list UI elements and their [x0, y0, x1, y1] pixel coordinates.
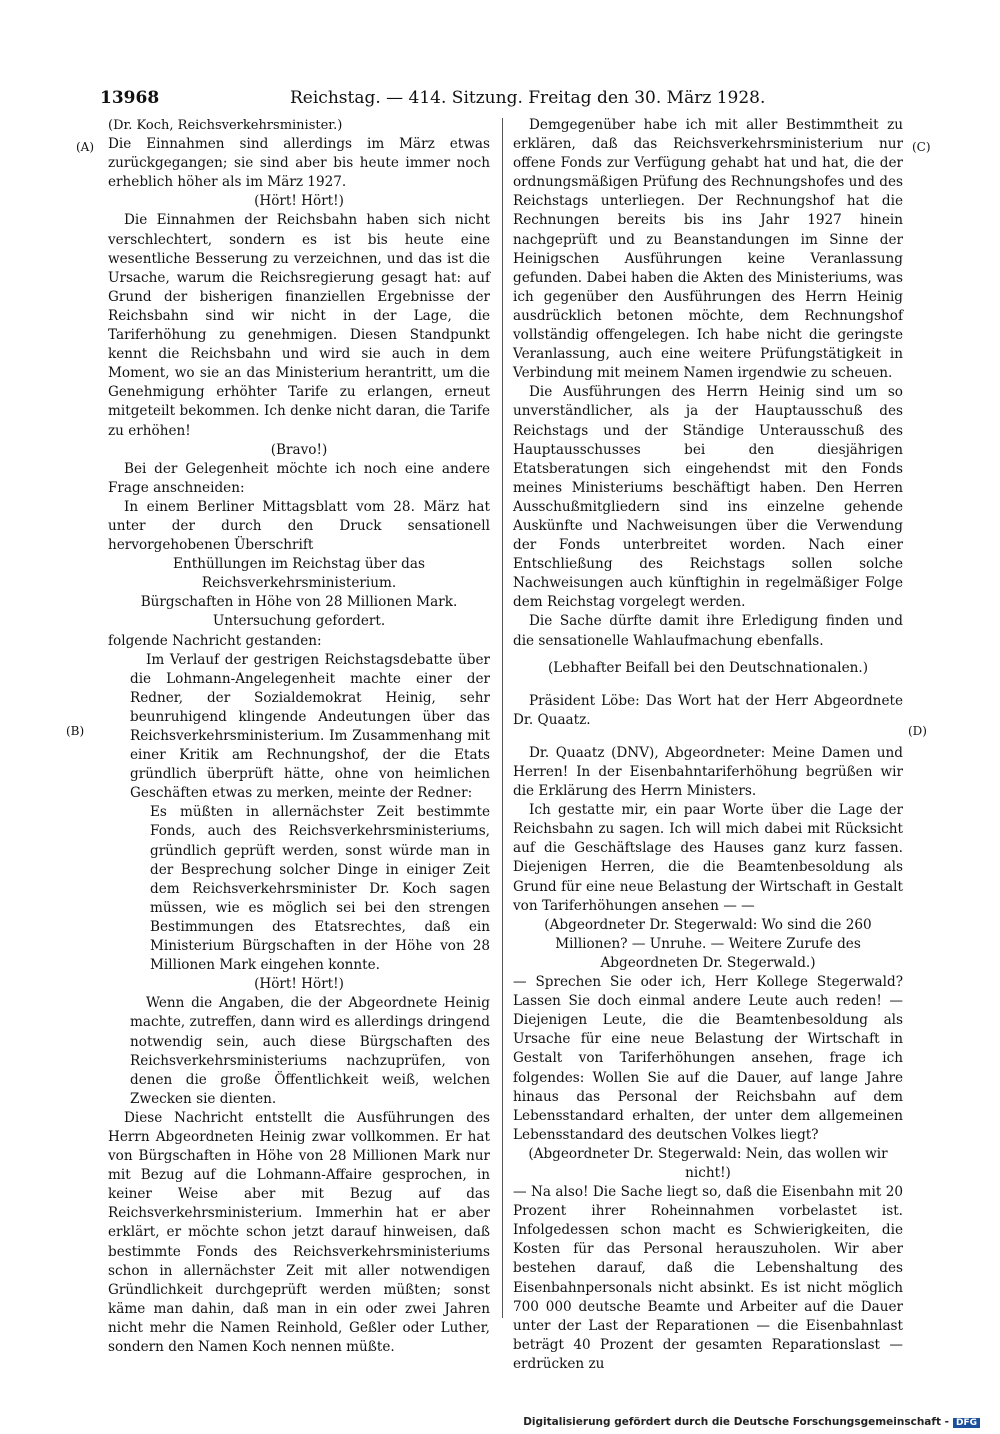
margin-marker-d: (D) [908, 724, 927, 738]
paragraph: Ich gestatte mir, ein paar Worte über die Lage der Reichsbahn zu sagen. Ich will mich dabei mit Rücksicht auf die Geschäftslage des Hauses ganz kurz fassen. Diejenigen Herren, die die Beamtenbesoldung als Grund für eine neue Belastung der Wirtschaft in Gestalt von Tariferhöhungen ansehen — — [513, 802, 903, 914]
newspaper-headline: Enthüllungen im Reichstag über das Reichsverkehrsministerium. [173, 556, 425, 592]
paragraph: Die Einnahmen der Reichsbahn haben sich nicht verschlechtert, sondern es ist bis heute eine wesentliche Besserung zu verzeichnen, und das ist die Ursache, warum die Reichsregierung gesagt hat: auf Grund der bisherigen finanziellen Ergebnisse der Reichsbahn sind wir nicht in der Lage, die Tariferhöhung zu genehmigen. Diesen Standpunkt kennt die Reichsbahn und wird sie auch in dem Moment, wo sie an das Ministerium herantritt, um die Genehmigung erhöhter Tarife zu erlangen, erneut mitgeteilt bekommen. Ich denke nicht daran, die Tarife zu erhöhen! [108, 212, 490, 439]
paragraph: Die Ausführungen des Herrn Heinig sind um so unverständlicher, als ja der Hauptausschuß des Reichstags und der Ständige Unterausschuß des Hauptausschusses bei den diesjährigen Etatsberatungen sich eingehendst mit den Fonds meines Ministeriums beschäftigt haben. Den Herren Ausschußmitgliedern sind ins einzelne gehende Auskünfte und Nachweisungen über die Verwendung der Fonds unterbreitet worden. Nach einer Entschließung des Reichstags sollen solche Nachweisungen auch künftighin in regelmäßiger Folge dem Reichstag vorgelegt werden. [513, 384, 903, 611]
paragraph: — Sprechen Sie oder ich, Herr Kollege Stegerwald? Lassen Sie doch einmal andere Leute auch reden! — Diejenigen Leute, die die Beamtenbesoldung als Ursache für eine neue Belastung der Wirtschaft in Gestalt von Tariferhöhungen ansehen, frage ich folgendes: Wollen Sie auf die Dauer, auf lange Jahre hinaus das Personal der Reichsbahn auf dem Lebensstandard erhalten, der unter dem allgemeinen Lebensstandard des deutschen Volkes liegt? [513, 974, 903, 1143]
quotation: Wenn die Angaben, die der Abgeordnete Heinig machte, zutreffen, dann wird es allerdings dringend notwendig sein, auch diese Bürgschaften des Reichsverkehrsministeriums nachzuprüfen, von denen die große Öffentlichkeit weiß, welchen Zwecken sie dienten. [130, 995, 490, 1107]
speaker-label: (Dr. Koch, Reichsverkehrsminister.) [108, 118, 343, 133]
interjection: (Abgeordneter Dr. Stegerwald: Nein, das wollen wir nicht!) [528, 1145, 888, 1181]
running-head: Reichstag. — 414. Sitzung. Freitag den 30. März 1928. [290, 88, 766, 108]
speaker-paragraph: Dr. Quaatz (DNV), Abgeordneter: Meine Damen und Herren! In der Eisenbahntariferhöhung begrüßen wir die Erklärung des Herrn Ministers. [513, 744, 903, 800]
paragraph: Diese Nachricht entstellt die Ausführungen des Herrn Abgeordneten Heinig zwar vollkommen. Er hat von Bürgschaften in Höhe von 28 Millionen Mark nur mit Bezug auf die Lohmann-Affaire gesprochen, in keiner Weise aber mit Bezug auf das Reichsverkehrsministerium. Immerhin hat er aber erklärt, er möchte schon jetzt darauf hinweisen, daß bestimmte Fonds des Reichsverkehrsministeriums schon in allernächster Zeit mit aller notwendigen Gründlichkeit durchgeprüft werden müßten; sonst käme man dahin, daß man in ein oder zwei Jahren nicht mehr die Namen Reinhold, Geßler oder Luther, sondern den Namen Koch nennen müßte. [108, 1109, 490, 1355]
paragraph: In einem Berliner Mittagsblatt vom 28. März hat unter der durch den Druck sensationell hervorgehobenen Überschrift [108, 498, 490, 554]
speaker-paragraph: Präsident Löbe: Das Wort hat der Herr Abgeordnete Dr. Quaatz. [513, 692, 903, 728]
margin-marker-c: (C) [912, 140, 931, 154]
footer-text: Digitalisierung gefördert durch die Deutsche Forschungsgemeinschaft - [523, 1416, 949, 1428]
interjection: (Hört! Hört!) [254, 193, 344, 210]
paragraph: Demgegenüber habe ich mit aller Bestimmtheit zu erklären, daß das Reichsverkehrsministerium nur offene Fonds zur Verfügung gehabt hat und hat, die der ordnungsmäßigen Prüfung des Rechnungshofes und des Reichstags unterliegen. Der Rechnungshof hat die Rechnungen bereits bis ins Jahr 1927 hinein nachgeprüft und zu Beanstandungen im Sinne der Heinigschen Ausführungen keine Veranlassung gefunden. Dabei haben die Akten des Ministeriums, was ich gegenüber den Ausführungen des Herrn Heinig ausdrücklich betonen möchte, dem Rechnungshof vollständig offengelegen. Ich habe nicht die geringste Veranlassung, auch eine weitere Prüfungstätigkeit in Verbindung mit meinem Namen irgendwie zu scheuen. [513, 117, 903, 382]
paragraph: Bei der Gelegenheit möchte ich noch eine andere Frage anschneiden: [108, 460, 490, 496]
margin-marker-a: (A) [76, 140, 95, 154]
paragraph: — Na also! Die Sache liegt so, daß die Eisenbahn mit 20 Prozent ihrer Roheinnahmen vorbelastet ist. Infolgedessen schon macht es Schwierigkeiten, die Kosten für das Personal herauszuholen. Wir aber bestehen darauf, daß die Lebenshaltung des Eisenbahnpersonals nicht absinkt. Es ist nicht möglich 700 000 deutsche Beamte und Arbeiter auf die Dauer unter der Last der Reparationen — die Eisenbahnlast beträgt 40 Prozent der gesamten Reparationslast — erdrücken zu [513, 1184, 903, 1372]
right-column [513, 116, 903, 1374]
quotation: Es müßten in allernächster Zeit bestimmte Fonds, auch des Reichsverkehrsministeriums, gründlich geprüft werden, sonst würde man in der Besprechung solcher Dinge in einiger Zeit dem Reichsverkehrsminister Dr. Koch sagen müssen, wie es möglich sei bei den strengen Bestimmungen des Etatsrechtes, daß ein Ministerium Bürgschaften in der Höhe von 28 Millionen Mark eingehen konnte. [150, 804, 490, 974]
page-header [100, 88, 900, 112]
quotation: Im Verlauf der gestrigen Reichstagsdebatte über die Lohmann-Angelegenheit machte einer der Redner, der Sozialdemokrat Heinig, sehr beunruhigend klingende Andeutungen über das Reichsverkehrsministerium. Im Zusammenhang mit einer Kritik am Rechnungshof, der die Etats gründlich überprüft hätte, ohne von heimlichen Geschäften etwas zu merken, meinte der Redner: [130, 651, 490, 802]
paragraph: Die Einnahmen sind allerdings im März etwas zurückgegangen; sie sind aber bis heute immer noch erheblich höher als im März 1927. [108, 136, 490, 191]
interjection: (Bravo!) [270, 441, 328, 458]
newspaper-headline: Bürgschaften in Höhe von 28 Millionen Mark. Untersuchung gefordert. [140, 594, 458, 630]
dfg-logo: DFG [953, 1418, 980, 1428]
paragraph: folgende Nachricht gestanden: [108, 632, 322, 649]
left-column [108, 116, 490, 1357]
paragraph: Die Sache dürfte damit ihre Erledigung finden und die sensationelle Wahlaufmachung ebenfalls. [513, 613, 903, 649]
column-divider [502, 118, 503, 1318]
footer-credit [523, 1416, 980, 1428]
interjection: (Abgeordneter Dr. Stegerwald: Wo sind die 260 Millionen? — Unruhe. — Weitere Zurufe des Abgeordneten Dr. Stegerwald.) [544, 916, 872, 971]
interjection: (Hört! Hört!) [254, 976, 344, 993]
margin-marker-b: (B) [66, 724, 85, 738]
interjection: (Lebhafter Beifall bei den Deutschnationalen.) [547, 659, 869, 676]
page-number: 13968 [100, 88, 160, 108]
